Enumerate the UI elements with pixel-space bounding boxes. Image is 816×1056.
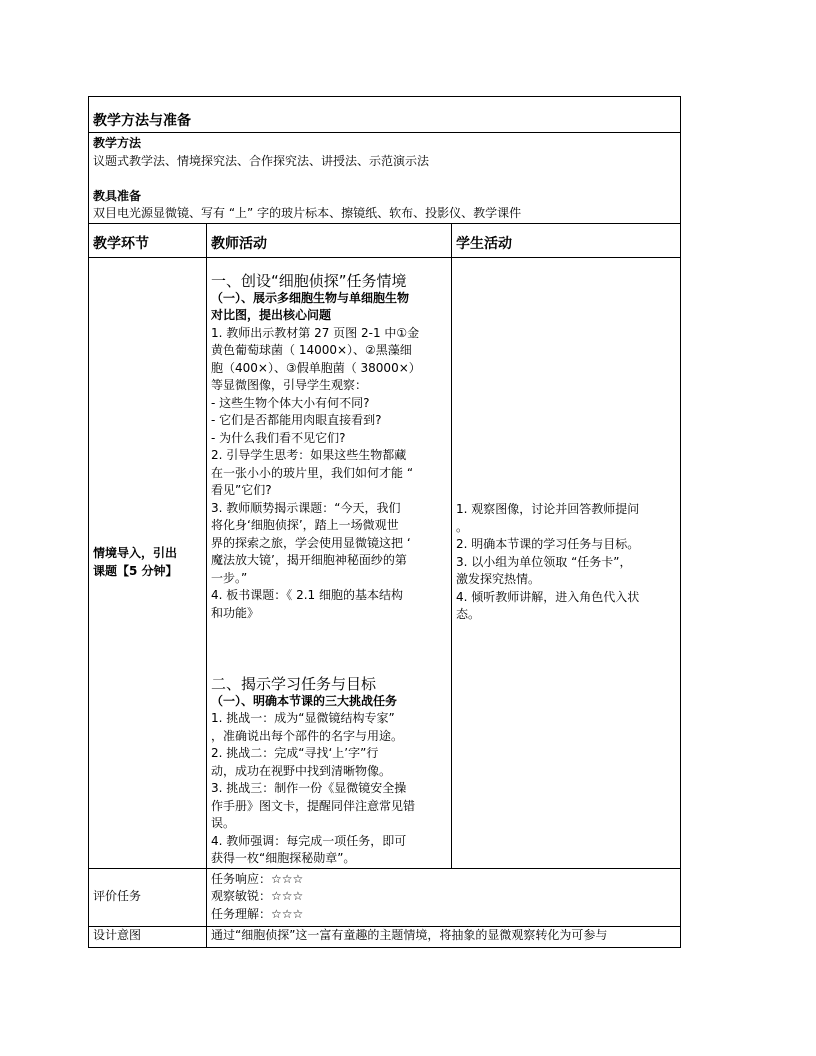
teacher-subheading: （一）、明确本节课的三大挑战任务: [211, 693, 398, 708]
teacher-line: 获得一枚“细胞探秘勋章”。: [211, 851, 356, 865]
student-activity-cell: [452, 257, 681, 868]
evaluation-item: 任务理解：☆☆☆: [211, 906, 304, 921]
evaluation-label: 评价任务: [89, 868, 207, 926]
student-line: 激发探究热情。: [456, 572, 541, 587]
teacher-line: 2. 引导学生思考：如果这些生物都藏: [211, 448, 407, 462]
teacher-subheading: 对比图，提出核心问题: [211, 308, 332, 322]
stage-label: 情境导入，引出: [93, 546, 178, 560]
stage-cell: [89, 257, 207, 868]
teacher-line: 4. 教师强调：每完成一项任务，即可: [211, 833, 407, 848]
teacher-line: 1. 挑战一：成为“显微镜结构专家”: [211, 711, 395, 725]
star-rating: ☆☆☆: [271, 906, 304, 921]
evaluation-item: 观察敏锐：☆☆☆: [211, 889, 304, 903]
teacher-line: 将化身‘细胞侦探’，踏上一场微观世: [211, 518, 399, 532]
teacher-line: 动，成功在视野中找到清晰物像。: [211, 763, 392, 778]
methods-text: 议题式教学法、情境探究法、合作探究法、讲授法、示范演示法: [93, 153, 430, 168]
star-rating: ☆☆☆: [271, 889, 304, 903]
star-rating: ☆☆☆: [271, 871, 304, 886]
teacher-line: 胞（400×）、③假单胞菌（ 38000×）: [211, 360, 421, 375]
methods-heading: 教学方法: [93, 136, 142, 150]
teacher-section-heading: 一、创设“细胞侦探”任务情境: [211, 271, 407, 290]
teacher-line: - 它们是否都能用肉眼直接看到?: [211, 413, 382, 427]
teacher-line: 2. 挑战二：完成“寻找‘上’字”行: [211, 746, 379, 760]
student-line: 2. 明确本节课的学习任务与目标。: [456, 537, 640, 552]
lesson-plan-table: [88, 96, 681, 948]
student-line: 3. 以小组为单位领取 “任务卡”，: [456, 554, 632, 569]
teacher-line: 和功能》: [211, 605, 260, 620]
tools-heading: 教具准备: [93, 188, 142, 203]
student-line: 。: [456, 519, 469, 534]
teacher-line: - 这些生物个体大小有何不同?: [211, 395, 370, 410]
teacher-line: 魔法放大镜’，揭开细胞神秘面纱的第: [211, 553, 407, 567]
column-header-teacher: 教师活动: [207, 223, 452, 257]
teacher-activity-cell: [207, 257, 452, 868]
teacher-line: 一步。”: [211, 570, 248, 585]
teacher-subheading: （一）、展示多细胞生物与单细胞生物: [211, 290, 410, 305]
student-line: 4. 倾听教师讲解，进入角色代入状: [456, 589, 640, 604]
design-label: 设计意图: [89, 926, 207, 947]
teacher-line: 3. 教师顺势揭示课题：“今天，我们: [211, 500, 401, 515]
teacher-line: 误。: [211, 816, 236, 830]
teacher-line: 1. 教师出示教材第 27 页图 2-1 中①金: [211, 325, 420, 340]
design-text: 通过“细胞侦探”这一富有童趣的主题情境，将抽象的显微观察转化为可参与: [207, 926, 681, 947]
teacher-line: 界的探索之旅，学会使用显微镜这把 ‘: [211, 535, 411, 550]
teacher-line: - 为什么我们看不见它们?: [211, 430, 346, 445]
teacher-line: 等显微图像，引导学生观察：: [211, 378, 368, 392]
teacher-line: 在一张小小的玻片里，我们如何才能 “: [211, 465, 414, 480]
evaluation-cell: [207, 868, 681, 926]
methods-and-tools-cell: [89, 133, 681, 224]
stage-label: 课题【5 分钟】: [93, 563, 178, 578]
column-header-stage: 教学环节: [89, 223, 207, 257]
evaluation-item: 任务响应：☆☆☆: [211, 871, 304, 886]
column-header-student: 学生活动: [452, 223, 681, 257]
teacher-line: 黄色葡萄球菌（ 14000×）、②黑藻细: [211, 343, 412, 357]
teacher-section-heading: 二、揭示学习任务与目标: [211, 674, 377, 693]
student-line: 态。: [456, 607, 481, 622]
teacher-line: 4. 板书课题：《 2.1 细胞的基本结构: [211, 588, 403, 602]
tools-text: 双目电光源显微镜、写有 “上” 字的玻片标本、擦镜纸、软布、投影仪、教学课件: [93, 206, 522, 220]
teacher-line: 看见”它们?: [211, 483, 272, 497]
section-title: 教学方法与准备: [89, 97, 681, 133]
teacher-line: 作手册》图文卡，提醒同伴注意常见错: [211, 798, 416, 813]
teacher-line: ，准确说出每个部件的名字与用途。: [211, 728, 404, 743]
teacher-line: 3. 挑战三：制作一份《显微镜安全操: [211, 781, 407, 795]
student-line: 1. 观察图像，讨论并回答教师提问: [456, 502, 640, 517]
